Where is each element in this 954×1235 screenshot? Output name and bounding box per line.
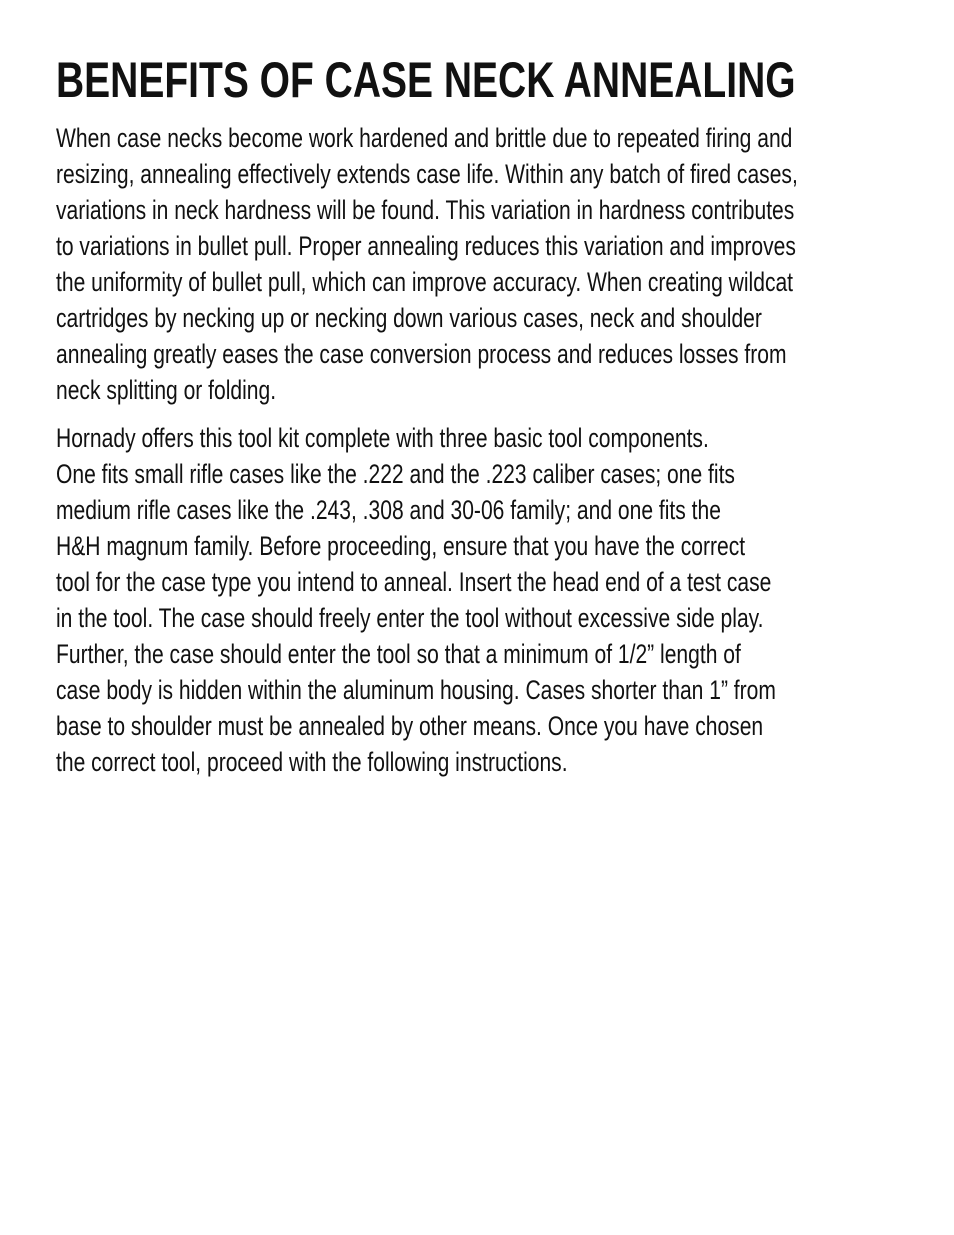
text-line: resizing, annealing effectively extends case life. Within any batch of fired cases, xyxy=(56,159,798,189)
text-line: to variations in bullet pull. Proper annealing reduces this variation and improves xyxy=(56,231,796,261)
text-line: in the tool. The case should freely enter the tool without excessive side play. xyxy=(56,603,764,633)
text-line: base to shoulder must be annealed by other means. Once you have chosen xyxy=(56,711,764,741)
text-line: When case necks become work hardened and brittle due to repeated firing and xyxy=(56,123,793,153)
paragraph-tool-kit xyxy=(56,420,906,780)
text-line: Hornady offers this tool kit complete with three basic tool components. xyxy=(56,423,709,453)
page-title: BENEFITS OF CASE NECK ANNEALING xyxy=(56,52,796,108)
text-line: H&H magnum family. Before proceeding, ensure that you have the correct xyxy=(56,531,746,561)
text-line: tool for the case type you intend to anneal. Insert the head end of a test case xyxy=(56,567,772,597)
text-line: the correct tool, proceed with the following instructions. xyxy=(56,747,568,777)
text-line: case body is hidden within the aluminum housing. Cases shorter than 1” from xyxy=(56,675,776,705)
document-page xyxy=(56,52,906,792)
text-line: annealing greatly eases the case conversion process and reduces losses from xyxy=(56,339,787,369)
paragraph-benefits xyxy=(56,120,906,408)
text-line: One fits small rifle cases like the .222 and the .223 caliber cases; one fits xyxy=(56,459,735,489)
text-line: cartridges by necking up or necking down various cases, neck and shoulder xyxy=(56,303,762,333)
text-line: medium rifle cases like the .243, .308 and 30-06 family; and one fits the xyxy=(56,495,721,525)
text-line: neck splitting or folding. xyxy=(56,375,277,405)
text-line: Further, the case should enter the tool so that a minimum of 1/2” length of xyxy=(56,639,741,669)
text-line: the uniformity of bullet pull, which can improve accuracy. When creating wildcat xyxy=(56,267,794,297)
text-line: variations in neck hardness will be found. This variation in hardness contributes xyxy=(56,195,795,225)
